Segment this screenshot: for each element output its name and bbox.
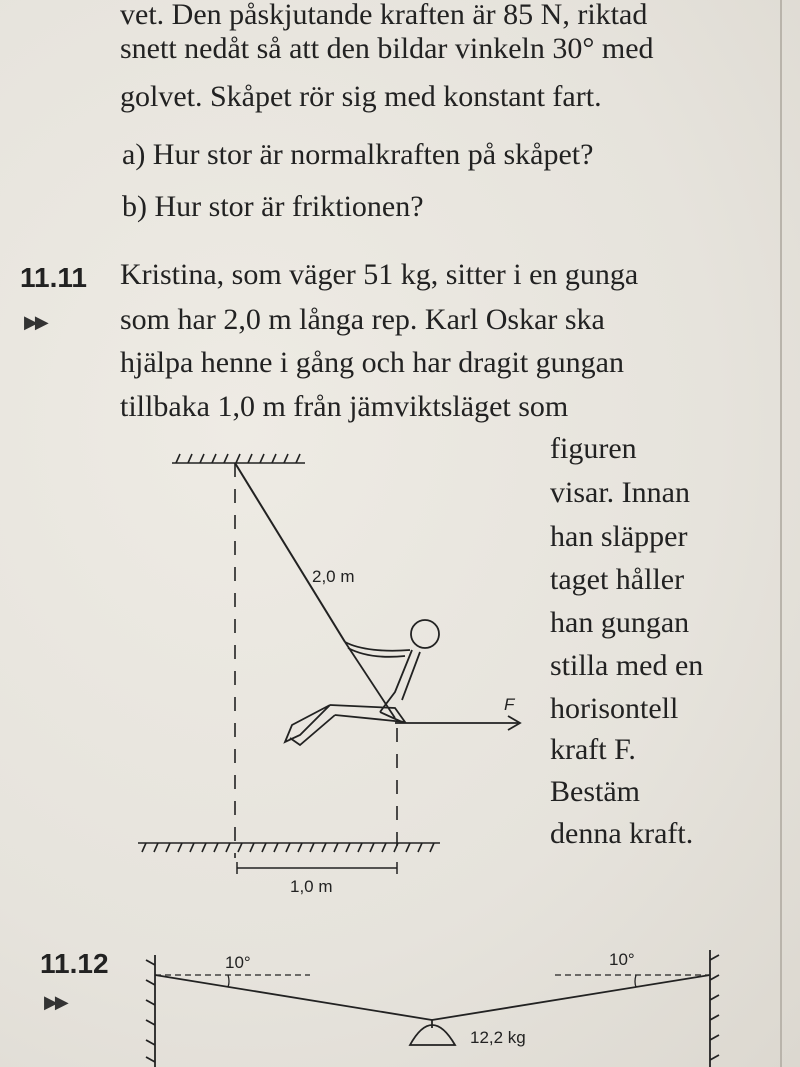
intro-line-1: vet. Den påskjutande kraften är 85 N, riktad	[120, 0, 648, 31]
rope-length-label: 2,0 m	[312, 567, 355, 586]
side-line-1: figuren	[550, 432, 637, 465]
side-line-7: horisontell	[550, 692, 679, 725]
problem-11-11-line-2: som har 2,0 m långa rep. Karl Oskar ska	[120, 303, 605, 336]
problem-11-11-line-4: tillbaka 1,0 m från jämviktsläget som	[120, 390, 569, 423]
side-line-9: Bestäm	[550, 775, 640, 808]
difficulty-icon: ▶▶	[24, 312, 46, 333]
side-line-10: denna kraft.	[550, 817, 694, 850]
side-line-5: han gungan	[550, 606, 690, 639]
floor-hatch	[138, 843, 440, 852]
side-line-8: kraft F.	[550, 733, 636, 766]
side-line-2: visar. Innan	[550, 476, 690, 509]
side-line-4: taget håller	[550, 563, 685, 596]
side-line-3: han släpper	[550, 520, 688, 553]
rope	[235, 463, 345, 642]
difficulty-icon-11-12: ▶▶	[44, 992, 66, 1013]
person-figure	[285, 620, 439, 745]
intro-line-2: snett nedåt så att den bildar vinkeln 30° med	[120, 32, 654, 65]
force-label: F	[504, 695, 515, 714]
problem-number-11-12: 11.12	[40, 948, 109, 979]
angle-right-label: 10°	[609, 950, 635, 969]
angle-left-label: 10°	[225, 953, 251, 972]
question-a: a) Hur stor är normalkraften på skåpet?	[122, 138, 594, 171]
dimension-line	[237, 862, 397, 874]
problem-11-11-line-3: hjälpa henne i gång och har dragit gungan	[120, 346, 624, 379]
side-line-6: stilla med en	[550, 649, 704, 682]
problem-11-11-line-1: Kristina, som väger 51 kg, sitter i en gunga	[120, 258, 639, 291]
mass-label: 12,2 kg	[470, 1028, 526, 1047]
intro-line-3: golvet. Skåpet rör sig med konstant fart.	[120, 80, 602, 113]
problem-number-11-11: 11.11	[20, 262, 87, 293]
ceiling-hatch	[172, 454, 305, 463]
offset-label: 1,0 m	[290, 877, 333, 896]
question-b: b) Hur stor är friktionen?	[122, 190, 424, 223]
